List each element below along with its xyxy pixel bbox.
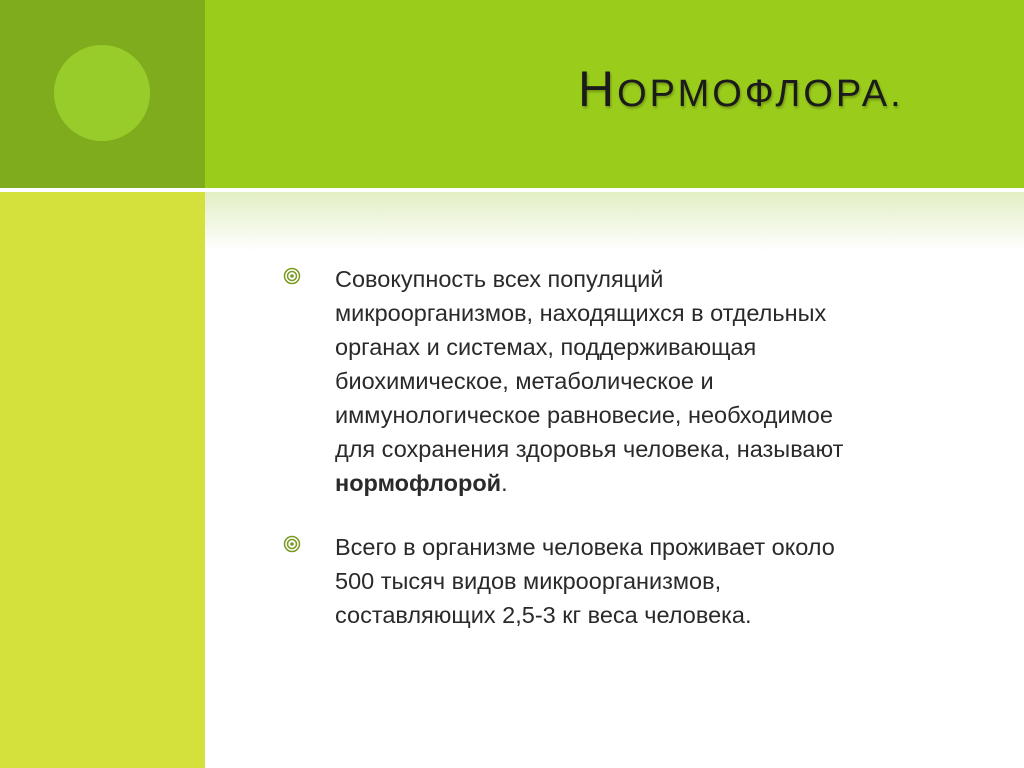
title-first-letter: Н [578, 61, 618, 117]
bullet-text [335, 266, 843, 496]
bullet-text: Всего в организме человека проживает около 500 тысяч видов микроорганизмов, составляющих 2,5-3 кг веса человека. [335, 534, 835, 628]
bullet-text-main: Совокупность всех популяций микроорганизмов, находящихся в отдельных органах и системах, поддерживающая биохимическое, метаболическое и иммунологическое равновесие, необходимое для сохранения здоровья человека, называют [335, 266, 844, 462]
bullet-bold-term: нормофлорой [335, 470, 502, 496]
title-rest: ОРМОФЛОРА. [617, 73, 904, 115]
bullet-item [283, 262, 983, 500]
ring-bullet-icon [283, 267, 301, 285]
ring-bullet-icon [283, 535, 301, 553]
slide-title [578, 60, 904, 118]
bullet-item [283, 530, 983, 632]
bullet-list [283, 262, 983, 632]
side-bar [0, 192, 205, 768]
decorative-circle [54, 45, 150, 141]
bullet-text-end: . [501, 470, 508, 496]
content-fade [205, 192, 1024, 252]
corner-block [0, 0, 205, 188]
